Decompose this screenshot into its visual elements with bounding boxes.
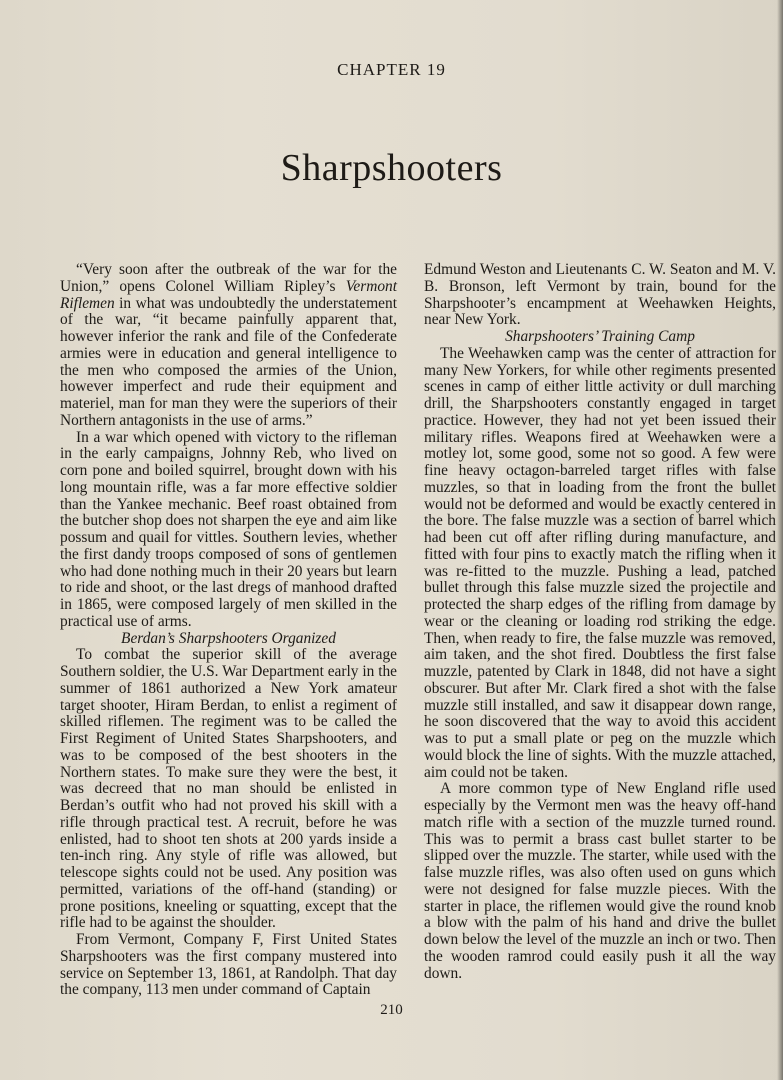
paragraph: “Very soon after the outbreak of the war for the Union,” opens Colonel William Ripley’s Vermont Riflemen in what was undoubtedly the understatement of the war, “it became painfully apparent that, however inferior the rank and file of the Confederate armies were in education and general intelligence to the men who composed the armies of the Union, however imperfect and rude their equipment and materiel, man for man they were the superiors of their Northern antagonists in the use of arms.” bbox=[60, 261, 397, 429]
page-edge-shadow bbox=[777, 0, 783, 1080]
section-heading: Sharpshooters’ Training Camp bbox=[505, 328, 695, 345]
book-title: Vermont Riflemen bbox=[60, 277, 397, 312]
left-column bbox=[60, 262, 397, 999]
page-number: 210 bbox=[380, 1002, 403, 1018]
right-column bbox=[424, 262, 776, 982]
paragraph: A more common type of New England rifle used especially by the Vermont men was the heavy off-hand match rifle with a section of the muzzle turned round. This was to permit a brass cast bullet starter to be slipped over the muzzle. The starter, while used with the false muzzle rifles, was also often used on guns which were not designed for false muzzle pieces. With the starter in place, the riflemen would give the round knob a blow with the palm of his hand and drive the bullet down below the level of the muzzle an inch or two. Then the wooden ramrod could easily push it all the way down. bbox=[424, 780, 776, 982]
paragraph: In a war which opened with victory to the rifleman in the early campaigns, Johnny Reb, who lived on corn pone and boiled squirrel, brought down with his long mountain rifle, was a far more effective soldier than the Yankee mechanic. Beef roast obtained from the butcher shop does not sharpen the eye and aim like possum and quail for vittles. Southern levies, whether the first dandy troops composed of sons of gentlemen who had done nothing much in their 20 years but learn to ride and shoot, or the last dregs of manhood drafted in 1865, were composed largely of men skilled in the practical use of arms. bbox=[60, 428, 397, 630]
section-heading: Berdan’s Sharpshooters Organized bbox=[121, 629, 336, 647]
paragraph: The Weehawken camp was the center of attraction for many New Yorkers, for while other regiments presented scenes in camp of either little activity or dull marching drill, the Sharpshooters constantly engaged in target practice. However, they had not yet been issued their military rifles. Weapons fired at Weehawken were a motley lot, some good, some not so good. A few were fine heavy octagon-barreled target rifles with false muzzles, so that in loading from the front the bullet would not be deformed and would be exactly centered in the bore. The false muzzle was a section of barrel which had been cut off after rifling during manufacture, and fitted with four pins to exactly match the rifling when it was re-fitted to the muzzle. Pushing a lead, patched bullet through this false muzzle sized the projectile and protected the sharp edges of the rifling from damage by wear or the cleaning or loading rod striking the edge. Then, when ready to fire, the false muzzle was removed, aim taken, and the shot fired. Doubtless the first false muzzle, patented by Clark in 1848, did not have a sight obscurer. But after Mr. Clark fired a shot with the false muzzle still installed, and saw it disappear down range, he soon discovered that the way to avoid this accident was to put a small plate or peg on the muzzle which would block the line of sights. With the muzzle attached, aim could not be taken. bbox=[424, 344, 776, 781]
paragraph-continued: Edmund Weston and Lieutenants C. W. Seaton and M. V. B. Bronson, left Vermont by train, bound for the Sharpshooter’s encampment at Weehawken Heights, near New York. bbox=[424, 261, 776, 329]
paragraph: From Vermont, Company F, First United States Sharpshooters was the first company mustered into service on September 13, 1861, at Randolph. That day the company, 113 men under command of Captain bbox=[60, 931, 397, 999]
paragraph: To combat the superior skill of the average Southern soldier, the U.S. War Department early in the summer of 1861 authorized a New York amateur target shooter, Hiram Berdan, to enlist a regiment of skilled riflemen. The regiment was to be called the First Regiment of United States Sharpshooters, and was to be composed of the best shooters in the Northern states. To make sure they were the best, it was decreed that no man should be enlisted in Berdan’s outfit who had not proved his skill with a rifle through practical test. A recruit, before he was enlisted, had to shoot ten shots at 200 yards inside a ten-inch ring. Any style of rifle was allowed, but telescope sights could not be used. Any position was permitted, variations of the off-hand (standing) or prone positions, kneeling or squatting, except that the rifle had to be against the shoulder. bbox=[60, 646, 397, 932]
chapter-label: CHAPTER 19 bbox=[337, 60, 446, 79]
chapter-title: Sharpshooters bbox=[280, 147, 503, 189]
